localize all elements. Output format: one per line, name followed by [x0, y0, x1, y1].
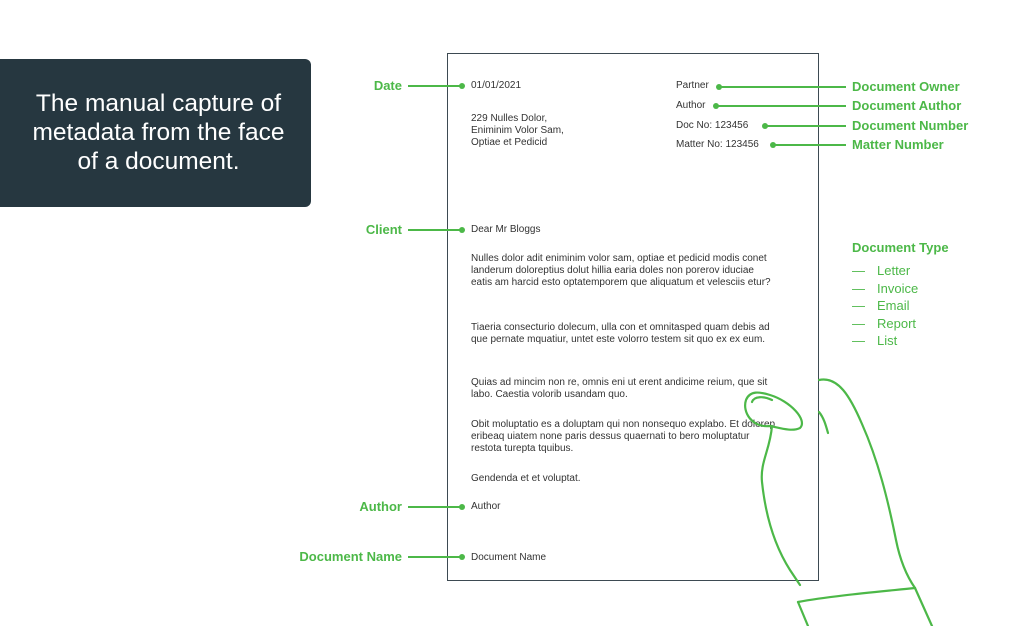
- sleeve-icon: [915, 588, 932, 626]
- document-type-item: — Invoice: [852, 280, 919, 296]
- doc-number: Doc No: 123456: [676, 120, 749, 131]
- hand-palm-icon: [762, 426, 800, 585]
- doc-matter-number: Matter No: 123456: [676, 139, 759, 150]
- document-type-item: — Report: [852, 315, 917, 331]
- sleeve-icon: [798, 602, 808, 626]
- document-type-title: Document Type: [852, 240, 949, 255]
- document-type-item: — Email: [852, 298, 910, 313]
- label-date: Date: [373, 78, 402, 93]
- doc-author-bottom: Author: [471, 501, 501, 512]
- doc-salutation: Dear Mr Bloggs: [471, 224, 541, 235]
- doc-paragraph: Gendenda et et voluptat.: [471, 473, 581, 484]
- doc-date: 01/01/2021: [471, 80, 522, 91]
- label-document-name: Document Name: [299, 549, 402, 564]
- doc-paragraph: Obit moluptatio es a doluptam qui non nonsequo explabo. Et dolorep eribeaq uiatem none paris dessus quaernati to bero moluptatur restota turepta tquibus.: [471, 419, 776, 455]
- doc-paragraph: Nulles dolor adit eniminim volor sam, optiae et pedicid modis conet landerum doloreptius dolut hillia earia doles non porerov iduciae eatis am harcid esto optatemporem que aliquatum et velesciis etur?: [471, 253, 771, 289]
- address-line: Eniminim Volor Sam,: [471, 125, 564, 137]
- hand-back-icon: [819, 379, 915, 588]
- label-client: Client: [365, 222, 402, 237]
- doc-partner: Partner: [676, 80, 709, 91]
- label-document-owner: Document Owner: [852, 79, 960, 94]
- doc-paragraph: Quias ad mincim non re, omnis eni ut erent andicime reium, que sit labo. Caestia volorib usandam quo.: [471, 377, 768, 401]
- label-author: Author: [359, 499, 402, 514]
- label-document-number: Document Number: [852, 118, 969, 133]
- address-line: Optiae et Pedicid: [471, 137, 548, 149]
- hand-nail-icon: [752, 397, 772, 402]
- address-line: 229 Nulles Dolor,: [471, 113, 548, 124]
- doc-name: Document Name: [471, 552, 547, 563]
- label-document-author: Document Author: [852, 98, 962, 113]
- document-type-item: — List: [852, 333, 898, 348]
- sleeve-cuff-icon: [798, 588, 915, 602]
- banner-text: The manual capture of metadata from the face of a document.: [32, 90, 285, 175]
- doc-author-top: Author: [676, 100, 706, 111]
- label-matter-number: Matter Number: [852, 137, 944, 152]
- doc-paragraph: Tiaeria consecturio dolecum, ulla con et omnitasped quam debis ad que pernate mquatiur, untet este volorro testem sit quo ex ex eum.: [471, 322, 770, 346]
- document-type-item: — Letter: [852, 263, 911, 278]
- hand-fold-icon: [819, 412, 828, 433]
